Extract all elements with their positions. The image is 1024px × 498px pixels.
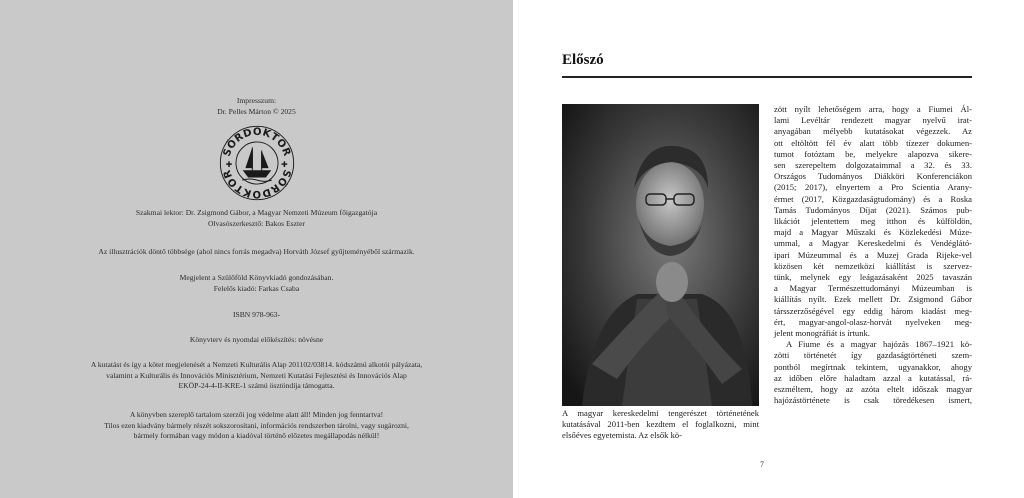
text-line: pontból megírtnak tekintem, ugyanakkor, ahogy	[774, 361, 972, 372]
chapter-title: Előszó	[562, 52, 604, 68]
text-line: jelent monográfiát is írtunk.	[774, 328, 870, 339]
text-line: (2015; 2017), elnyertem a Pro Scientia Arany-	[774, 182, 972, 193]
isbn-line: ISBN 978-963-	[232, 310, 281, 319]
text-line: zötti történetét így gazdaságtörténeti szem-	[774, 350, 972, 361]
sordoktor-logo	[218, 124, 296, 202]
rights-line-3: bármely formában vagy módon a kiadóval történő előzetes megállapodás nélkül!	[133, 431, 380, 440]
logo-bottom-text: SÖRDOKTOR	[221, 167, 293, 200]
olvasoszerkeszto-line: Olvasószerkesztő: Bakos Eszter	[207, 218, 305, 228]
impressum-label: Impresszum:	[236, 96, 277, 105]
svg-text:✚: ✚	[225, 159, 233, 169]
publisher-line: Felelős kiadó: Farkas Csaba	[213, 283, 300, 293]
foreword-column	[774, 104, 972, 406]
rights-line-2: Tilos ezen kiadvány bármely részét sokszorosítani, információs rendszerben tárolni, vagy sugározni,	[104, 420, 409, 430]
text-line: eszméltem, hogy az azóta eltelt időszak magyar	[774, 384, 972, 395]
text-line: ipari Múzeummal és a Muzej Grada Rijeke-vel	[774, 249, 972, 260]
rights-line-1: A könyvben szereplő tartalom szerzői jog védelme alatt áll! Minden jog fenntartva!	[129, 410, 384, 419]
text-line: Tamás Tudományos Díjat (2021). Számos pub-	[774, 204, 972, 215]
impressum-header	[0, 96, 513, 117]
text-line: likációt jelentettem meg itthon és külföldön,	[774, 216, 972, 227]
support-line-2: valamint a Kulturális és Innovációs Minisztérium, Nemzeti Kutatási Fejlesztési és Innovációs Alap	[106, 370, 407, 380]
publisher-block	[0, 273, 513, 294]
illustrations-line: Az illusztrációk döntő többsége (ahol nincs forrás megadva) Horváth József gyűjteményéből származik.	[98, 247, 415, 256]
text-line: tumot fotóztam be, melyekre alapozva sikere-	[774, 148, 972, 159]
support-line-1: A kutatást és így a kötet megjelenését a Nemzeti Kulturális Alap 201102/03814. kódszámú alkotói pályázata,	[90, 360, 423, 369]
logo-top-text: SÖRDOKTOR	[221, 126, 293, 159]
page-number: 7	[760, 460, 764, 469]
text-line: anyagában mélyebb kutatásokat végezzek. Az	[774, 126, 972, 137]
text-line: ott eltöltött fél év alatt több tízezer dokumen-	[774, 137, 972, 148]
text-line: kiállítás nyílt. Ezek mellett Dr. Zsigmond Gábor	[774, 294, 972, 305]
isbn-block	[0, 310, 513, 321]
text-line: ért, magyar-angol-olasz-horvát nyelveken meg-	[774, 316, 972, 327]
text-line: sen szerepeltem dolgozataimmal a 32. és 33.	[774, 160, 972, 171]
support-block	[0, 360, 513, 392]
copyright-notice-block	[0, 410, 513, 442]
illustrations-note	[0, 247, 513, 258]
design-line: Könyvterv és nyomdai előkészítés: növésne	[189, 335, 324, 344]
text-line: közösen két nemzetközi kiállítást is szervez-	[774, 260, 972, 271]
text-line: a Magyar Természettudományi Múzeumban is	[774, 283, 972, 294]
title-rule	[562, 76, 972, 78]
text-line: társszerzőségével egy eddig három kiadást meg-	[774, 305, 972, 316]
design-block	[0, 335, 513, 346]
portrait-illustration	[562, 104, 759, 406]
text-line: tünk, melynek egy leágazásaként 2025 tavaszán	[774, 272, 972, 283]
text-line: hajózástörténete is csak töredékesen ismert,	[774, 395, 972, 406]
published-line: Megjelent a Szülőföld Könyvkiadó gondozásában.	[179, 273, 334, 282]
support-line-3: EKÖP-24-4-II-KRE-1 számú ösztöndíja támogatta.	[178, 381, 335, 390]
text-line: Országos Tudományos Diákköri Konferenciákon	[774, 171, 972, 182]
foreword-page	[513, 0, 1024, 498]
text-line: érmet (2017, Közgazdaságtudomány) és a Roska	[774, 193, 972, 204]
text-line: A Fiume és a magyar hajózás 1867–1921 kö-	[786, 339, 972, 350]
text-line: majd a Magyar Műszaki és Közlekedési Múze-	[774, 227, 972, 238]
text-line: zött nyílt lehetőségem arra, hogy a Fiumei Ál-	[774, 104, 972, 114]
text-line: lami Levéltár rendezett magyar nyelvű irat-	[774, 115, 972, 126]
svg-text:✚: ✚	[281, 159, 288, 169]
lektor-line: Szakmai lektor: Dr. Zsigmond Gábor, a Magyar Nemzeti Múzeum főigazgatója	[135, 208, 378, 217]
portrait-caption-text: A magyar kereskedelmi tengerészet történetének kutatásával 2011-ben kezdtem el foglalkozni, mint elsőéves egyetemista. Az elsők kö-	[562, 408, 759, 440]
svg-text:SÖRDOKTOR	[222, 127, 292, 158]
author-portrait	[562, 104, 759, 406]
credits-block	[0, 208, 513, 229]
ship-icon	[242, 147, 272, 181]
text-line: az időben előre haladtam azzal a kutatással, rá-	[774, 372, 972, 383]
text-line: ummal, a Magyar Kereskedelmi és Vendéglátó-	[774, 238, 972, 249]
copyright-line: Dr. Pelles Márton © 2025	[217, 106, 296, 116]
